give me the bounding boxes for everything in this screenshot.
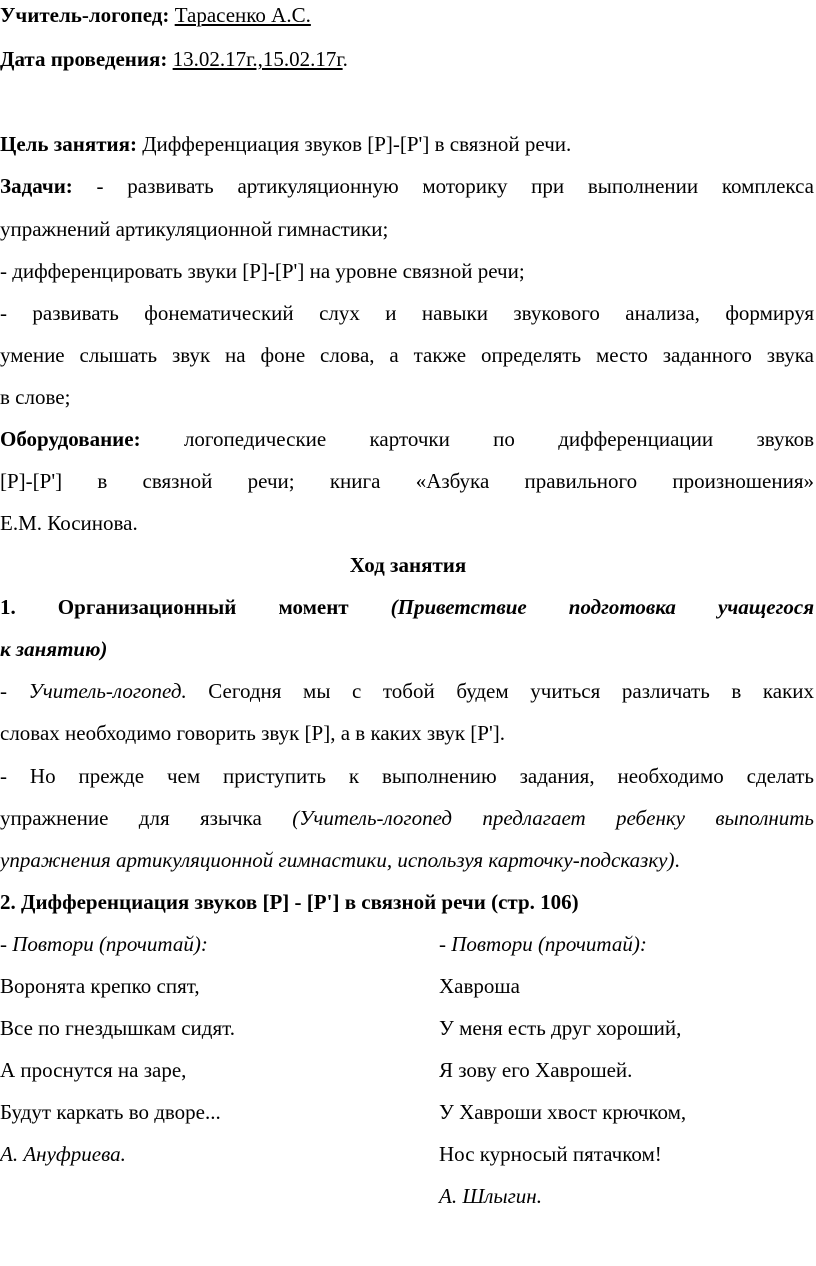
goal-text: Дифференциация звуков [Р]-[Р'] в связной речи. [142,132,572,156]
section1-note-1: (Приветствие подготовка учащегося [390,595,815,619]
p2-line-1: - Но прежде чем приступить к выполнению задания, необходимо сделать [0,764,814,788]
p2-note-3: упражнения артикуляционной гимнастики, используя карточку-подсказку) [0,848,675,872]
poem-left-line-1: Воронята крепко спят, [0,974,200,998]
teacher-label: Учитель-логопед: [0,3,170,27]
section1-label: 1. Организационный момент [0,595,349,619]
poem-left-author-text: А. Ануфриева. [0,1142,126,1166]
poem-left-instruction-text: - Повтори (прочитай): [0,932,208,956]
poem-right-line-1: У меня есть друг хороший, [439,1016,682,1040]
poem-left-author [0,1141,126,1167]
p2-note-2: (Учитель-логопед предлагает ребенку выполнить [292,806,814,830]
p1-line-1 [0,678,814,704]
poem-right-line-2: Я зову его Хаврошей. [439,1058,633,1082]
section1-line-2 [0,636,107,662]
p1-dash: - [0,679,7,703]
section2-label: 2. Дифференциация звуков [Р] - [Р'] в связной речи (стр. 106) [0,890,579,914]
poem-left-line-4: Будут каркать во дворе... [0,1100,221,1124]
tasks-line-4: - развивать фонематический слух и навыки звукового анализа, формируя [0,301,814,325]
date-line [0,46,348,72]
poem-left-line-2: Все по гнездышкам сидят. [0,1016,235,1040]
goal-line [0,131,571,157]
section1-line-1 [0,594,814,620]
lesson-title-text: Ход занятия [349,553,467,577]
equipment-line-2: [Р]-[Р'] в связной речи; книга «Азбука правильного произношения» [0,469,814,493]
poem-right-author-text: А. Шлыгин. [439,1184,542,1208]
p2-line-2 [0,805,814,831]
section1-note-2: к занятию) [0,637,108,661]
goal-label: Цель занятия: [0,132,137,156]
p2-tail: . [674,848,680,872]
tasks-line-3: - дифференцировать звуки [Р]-[Р'] на уровне связной речи; [0,259,525,283]
teacher-line [0,2,327,28]
p1-text-1: Сегодня мы с тобой будем учиться различать в каких [208,679,815,703]
date-label: Дата проведения: [0,47,168,71]
equipment-line-1 [0,426,814,452]
tasks-text-1: - развивать артикуляционную моторику при выполнении комплекса [96,174,814,198]
p2-line-3 [0,847,680,873]
p1-speaker: Учитель-логопед. [28,679,187,703]
section2-heading [0,889,579,915]
poem-right-title: Хавроша [439,974,520,998]
date-value: 13.02.17г.,15.02.17г [172,47,343,71]
p1-line-2: словах необходимо говорить звук [Р], а в каких звук [Р']. [0,721,506,745]
poem-right-instruction [439,931,647,957]
date-tail: . [342,47,348,71]
equipment-text-1: логопедические карточки по дифференциации звуков [183,427,815,451]
tasks-line-5: умение слышать звук на фоне слова, а также определять место заданного звука [0,343,814,367]
tasks-line-6: в слове; [0,385,71,409]
lesson-title [0,552,816,578]
poem-right-author [439,1183,542,1209]
equipment-line-3: Е.М. Косинова. [0,511,138,535]
equipment-label: Оборудование: [0,427,141,451]
poem-right-instruction-text: - Повтори (прочитай): [439,932,647,956]
tasks-line-1 [0,173,814,199]
poem-left-line-3: А проснутся на заре, [0,1058,187,1082]
poem-left-instruction [0,931,208,957]
poem-right-line-3: У Хавроши хвост крючком, [439,1100,687,1124]
poem-right-line-4: Нос курносый пятачком! [439,1142,662,1166]
tasks-label: Задачи: [0,174,73,198]
p2-text-2: упражнение для язычка [0,806,262,830]
tasks-line-2: упражнений артикуляционной гимнастики; [0,217,389,241]
teacher-value: Тарасенко А.С. [174,3,311,27]
